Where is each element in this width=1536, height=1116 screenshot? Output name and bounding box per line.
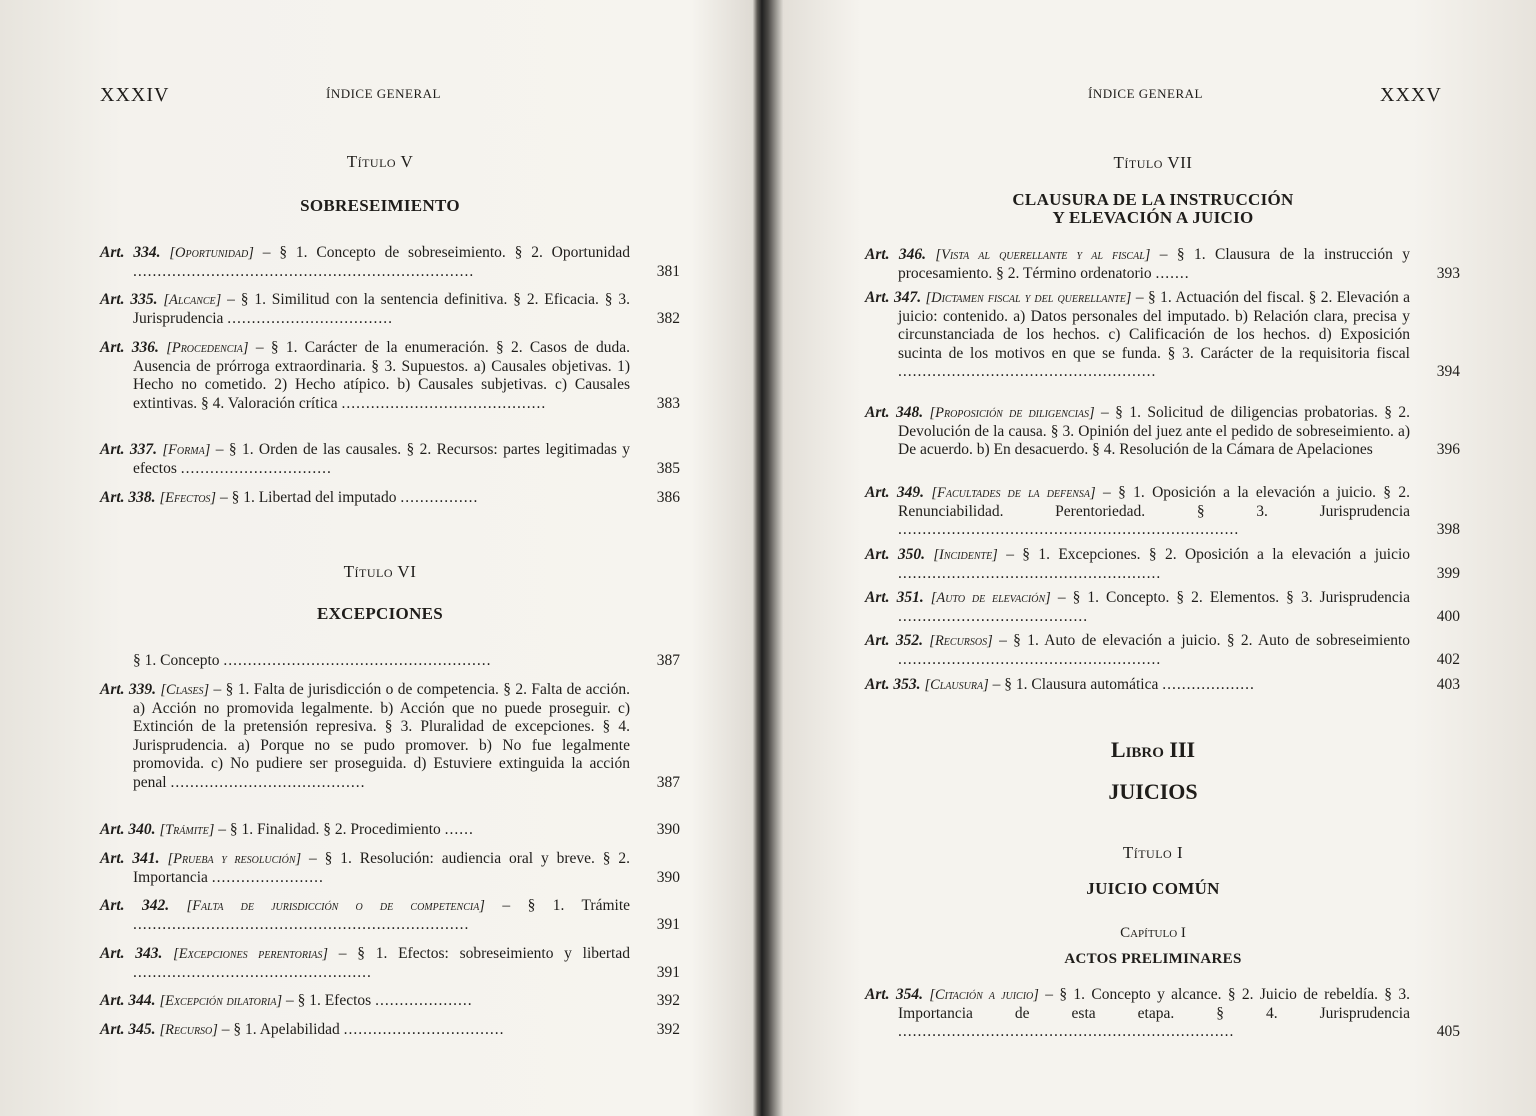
entry-page: 386: [656, 489, 680, 506]
entry-text: – § 1. Auto de elevación a juicio. § 2. Auto de sobreseimiento: [999, 632, 1411, 649]
entry-text: – § 1. Similitud con la sentencia definitiva. § 2. Eficacia. § 3. Jurisprudencia: [133, 291, 630, 327]
index-entry: Art. 339. [Clases] – § 1. Falta de jurisdicción o de competencia. § 2. Falta de acción. a) Acción no promovida legalmente. b) Acción que no puede proseguir. c) Extinción de la pretensión represiva. § 3. Pluralidad de excepciones. § 4. Jurisprudencia. a) Porque no se pudo promover. b) No fue legalmente promovida. c) No pudiere ser proseguida. d) Estuviere extinguida la acción penal ........................................ 387: [100, 681, 680, 791]
page-number: XXXV: [1380, 84, 1442, 106]
index-entry: Art. 354. [Citación a juicio] – § 1. Concepto y alcance. § 2. Juicio de rebeldía. § 3. Importancia de esta etapa. § 4. Jurisprudencia ..................................................................... 405: [865, 986, 1460, 1040]
entry-page: 387: [656, 773, 680, 791]
running-head: ÍNDICE GENERAL: [326, 86, 441, 101]
entry-text: – § 1. Apelabilidad: [221, 1021, 340, 1038]
entry-text: – § 1. Excepciones. § 2. Oposición a la elevación a juicio: [1006, 546, 1410, 563]
index-entry: Art. 347. [Dictamen fiscal y del querellante] – § 1. Actuación del fiscal. § 2. Elevación a juicio: contenido. a) Datos personales del imputado. b) Relación clara, precisa y circunstanciada de los hechos. c) Calificación de los hechos. d) Exposición sucinta de los motivos en que se funda. § 3. Carácter de la requisitoria fiscal ..................................................... 394: [865, 289, 1460, 380]
index-entry: Art. 350. [Incidente] – § 1. Excepciones. § 2. Oposición a la elevación a juicio ...................................................... 399: [865, 546, 1460, 582]
article-number: Art. 353.: [865, 676, 921, 693]
index-entry: Art. 352. [Recursos] – § 1. Auto de elevación a juicio. § 2. Auto de sobreseimiento ...................................................... 402: [865, 632, 1460, 668]
article-number: Art. 337.: [100, 441, 158, 458]
entry-page: 391: [656, 963, 680, 981]
entry-page: 393: [1436, 264, 1460, 282]
chapter-name: ACTOS PRELIMINARES: [1064, 951, 1242, 967]
article-rubric: [Oportunidad]: [169, 245, 254, 261]
article-rubric: [Proposición de diligencias]: [929, 405, 1095, 421]
entry-page: 381: [656, 262, 680, 280]
entry-page: 394: [1436, 363, 1460, 380]
book-label: Libro III: [1110, 737, 1196, 762]
article-rubric: [Forma]: [162, 442, 211, 458]
article-rubric: [Clases]: [160, 682, 210, 698]
index-entry: Art. 340. [Trámite] – § 1. Finalidad. § 2. Procedimiento ...... 390: [100, 821, 680, 838]
chapter-label: Capítulo I: [1120, 925, 1186, 941]
entry-page: 405: [1436, 1023, 1460, 1040]
index-entry: Art. 351. [Auto de elevación] – § 1. Concepto. § 2. Elementos. § 3. Jurisprudencia ....................................... 400: [865, 589, 1460, 625]
book-name: JUICIOS: [1108, 779, 1198, 804]
article-number: Art. 347.: [865, 289, 922, 306]
entry-page: 396: [1436, 441, 1460, 458]
article-number: Art. 348.: [865, 404, 924, 421]
entry-text: – § 1. Libertad del imputado: [219, 489, 397, 506]
entry-text: – § 1. Clausura automática: [992, 676, 1159, 693]
entry-page: 391: [656, 915, 680, 933]
article-rubric: [Recurso]: [159, 1022, 218, 1038]
entry-page: 402: [1436, 650, 1460, 668]
article-rubric: [Alcance]: [163, 292, 222, 308]
entry-page: 399: [1436, 564, 1460, 582]
article-number: Art. 343.: [100, 945, 163, 962]
entry-text: – § 1. Concepto. § 2. Elementos. § 3. Jurisprudencia: [1057, 589, 1410, 606]
article-number: Art. 351.: [865, 589, 924, 606]
entry-page: 383: [656, 394, 680, 412]
index-entry: Art. 343. [Excepciones perentorias] – § 1. Efectos: sobreseimiento y libertad ................................................. 391: [100, 945, 680, 981]
title-name: SOBRESEIMIENTO: [300, 196, 460, 215]
article-number: Art. 342.: [100, 897, 170, 914]
entry-page: 385: [656, 459, 680, 477]
index-entry: Art. 345. [Recurso] – § 1. Apelabilidad ................................. 392: [100, 1021, 680, 1038]
entry-text: – § 1. Efectos: [285, 992, 372, 1009]
index-entry: Art. 349. [Facultades de la defensa] – § 1. Oposición a la elevación a juicio. § 2. Renunciabilidad. Perentoriedad. § 3. Jurisprudencia ...................................................................... 398: [865, 484, 1460, 538]
entry-page: 392: [656, 1021, 680, 1038]
article-rubric: [Falta de jurisdicción o de competencia]: [186, 898, 485, 914]
entry-text: – § 1. Oposición a la elevación a juicio. § 2. Renunciabilidad. Perentoriedad. § 3. Jurisprudencia: [898, 484, 1410, 520]
article-rubric: [Dictamen fiscal y del querellante]: [925, 290, 1132, 306]
title-label: Título V: [346, 152, 414, 171]
entry-page: 400: [1436, 607, 1460, 625]
title-label: Título VII: [1113, 153, 1193, 172]
article-rubric: [Recursos]: [929, 633, 993, 649]
title-name-line-2: Y ELEVACIÓN A JUICIO: [1052, 208, 1254, 227]
article-rubric: [Vista al querellante y al fiscal]: [935, 247, 1151, 263]
entry-text: – § 1. Carácter de la enumeración. § 2. Casos de duda. Ausencia de prórroga extraordinaria. § 3. Supuestos. a) Causales objetivas. 1) Hecho no cometido. 2) Hecho atípico. b) Causales subjetivas. c) Causales extintivas. § 4. Valoración crítica: [133, 339, 631, 412]
entry-text: – § 1. Trámite: [502, 897, 631, 914]
article-number: Art. 339.: [100, 681, 157, 698]
article-number: Art. 334.: [100, 244, 161, 261]
article-rubric: [Clausura]: [924, 677, 989, 693]
article-rubric: [Incidente]: [933, 547, 998, 563]
entry-text: – § 1. Clausura de la instrucción y procesamiento. § 2. Término ordenatorio: [898, 246, 1411, 282]
article-number: Art. 350.: [865, 546, 926, 563]
article-rubric: [Citación a juicio]: [929, 987, 1039, 1003]
article-rubric: [Facultades de la defensa]: [931, 485, 1096, 501]
title-label: Título VI: [343, 562, 417, 581]
entry-page: 390: [656, 868, 680, 886]
article-number: Art. 338.: [100, 489, 156, 506]
article-rubric: [Prueba y resolución]: [167, 851, 302, 867]
entry-text: – § 1. Finalidad. § 2. Procedimiento: [218, 821, 441, 838]
article-number: Art. 341.: [100, 850, 160, 867]
article-number: Art. 335.: [100, 291, 158, 308]
entry-text: – § 1. Falta de jurisdicción o de competencia. § 2. Falta de acción. a) Acción no promovida legalmente. b) Acción que no puede proseguir. c) Extinción de la pretensión represiva. § 3. Pluralidad de excepciones. § 4. Jurisprudencia. a) Porque no se pudo promover. b) No fue legalmente promovida. c) No pudiere ser proseguida. d) Estuviere extinguida la acción penal: [133, 681, 630, 791]
entry-text: – § 1. Actuación del fiscal. § 2. Elevación a juicio: contenido. a) Datos personales del imputado. b) Relación clara, precisa y circunstanciada de los hechos. c) Calificación de los hechos. d) Exposición sucinta de los motivos en que se funda. § 3. Carácter de la requisitoria fiscal: [898, 289, 1411, 362]
running-head: ÍNDICE GENERAL: [1088, 86, 1203, 101]
article-number: Art. 336.: [100, 339, 159, 356]
title-name: EXCEPCIONES: [316, 604, 444, 623]
article-number: Art. 354.: [865, 986, 924, 1003]
left-page: [0, 0, 760, 1116]
entry-text: – § 1. Resolución: audiencia oral y breve. § 2. Importancia: [133, 850, 630, 886]
entry-page: 398: [1436, 521, 1460, 538]
title-name: JUICIO COMÚN: [1086, 879, 1220, 898]
article-rubric: [Trámite]: [159, 822, 215, 838]
title-name: CLAUSURA DE LA INSTRUCCIÓN: [1012, 190, 1294, 209]
entry-text: – § 1. Concepto de sobreseimiento. § 2. Oportunidad: [262, 244, 631, 261]
article-number: Art. 345.: [100, 1021, 156, 1038]
article-rubric: [Efectos]: [159, 490, 217, 506]
article-rubric: [Excepciones perentorias]: [173, 946, 329, 962]
entry-page: 392: [656, 992, 680, 1009]
index-entry: Art. 341. [Prueba y resolución] – § 1. Resolución: audiencia oral y breve. § 2. Importancia ....................... 390: [100, 850, 680, 886]
entry-text: – § 1. Efectos: sobreseimiento y libertad: [338, 945, 630, 962]
article-number: Art. 340.: [100, 821, 156, 838]
page-number: XXXIV: [100, 84, 170, 106]
entry-page: 403: [1436, 676, 1460, 693]
index-entry: Art. 353. [Clausura] – § 1. Clausura automática ................... 403: [865, 676, 1460, 693]
right-page: [770, 0, 1536, 1116]
article-rubric: [Procedencia]: [166, 340, 249, 356]
entry-page: 387: [656, 652, 680, 669]
entry-text: – § 1. Solicitud de diligencias probatorias. § 2. Devolución de la causa. § 3. Opinión del juez ante el pedido de sobreseimiento. a) De acuerdo. b) En desacuerdo. § 4. Resolución de la Cámara de Apelaciones: [898, 404, 1410, 458]
article-rubric: [Excepción dilatoria]: [159, 993, 283, 1009]
index-entry: Art. 336. [Procedencia] – § 1. Carácter de la enumeración. § 2. Casos de duda. Ausencia de prórroga extraordinaria. § 3. Supuestos. a) Causales objetivas. 1) Hecho no cometido. 2) Hecho atípico. b) Causales subjetivas. c) Causales extintivas. § 4. Valoración crítica .......................................... 383: [100, 339, 680, 412]
title-label: Título I: [1122, 843, 1184, 862]
index-entry: Art. 346. [Vista al querellante y al fiscal] – § 1. Clausura de la instrucción y procesamiento. § 2. Término ordenatorio ....... 393: [865, 246, 1460, 282]
index-entry: Art. 337. [Forma] – § 1. Orden de las causales. § 2. Recursos: partes legitimadas y efectos ............................... 385: [100, 441, 680, 477]
entry-page: 390: [656, 821, 680, 838]
index-entry: [865, 404, 1460, 460]
article-number: Art. 346.: [865, 246, 927, 263]
entry-page: 382: [656, 309, 680, 327]
index-entry: Art. 334. [Oportunidad] – § 1. Concepto de sobreseimiento. § 2. Oportunidad ...................................................................... 381: [100, 244, 680, 280]
article-number: Art. 349.: [865, 484, 925, 501]
article-rubric: [Auto de elevación]: [930, 590, 1051, 606]
index-entry: § 1. Concepto ....................................................... 387: [133, 652, 680, 669]
entry-text: § 1. Concepto: [133, 652, 220, 669]
index-entry: Art. 344. [Excepción dilatoria] – § 1. Efectos .................... 392: [100, 992, 680, 1009]
index-entry: Art. 342. [Falta de jurisdicción o de competencia] – § 1. Trámite ..................................................................... 391: [100, 897, 680, 933]
entry-text: – § 1. Concepto y alcance. § 2. Juicio de rebeldía. § 3. Importancia de esta etapa. § 4. Jurisprudencia: [898, 986, 1410, 1022]
entry-text: – § 1. Orden de las causales. § 2. Recursos: partes legitimadas y efectos: [133, 441, 631, 477]
index-entry: Art. 335. [Alcance] – § 1. Similitud con la sentencia definitiva. § 2. Eficacia. § 3. Jurisprudencia .................................. 382: [100, 291, 680, 327]
article-number: Art. 344.: [100, 992, 156, 1009]
index-entry: Art. 338. [Efectos] – § 1. Libertad del imputado ................ 386: [100, 489, 680, 506]
article-number: Art. 352.: [865, 632, 923, 649]
